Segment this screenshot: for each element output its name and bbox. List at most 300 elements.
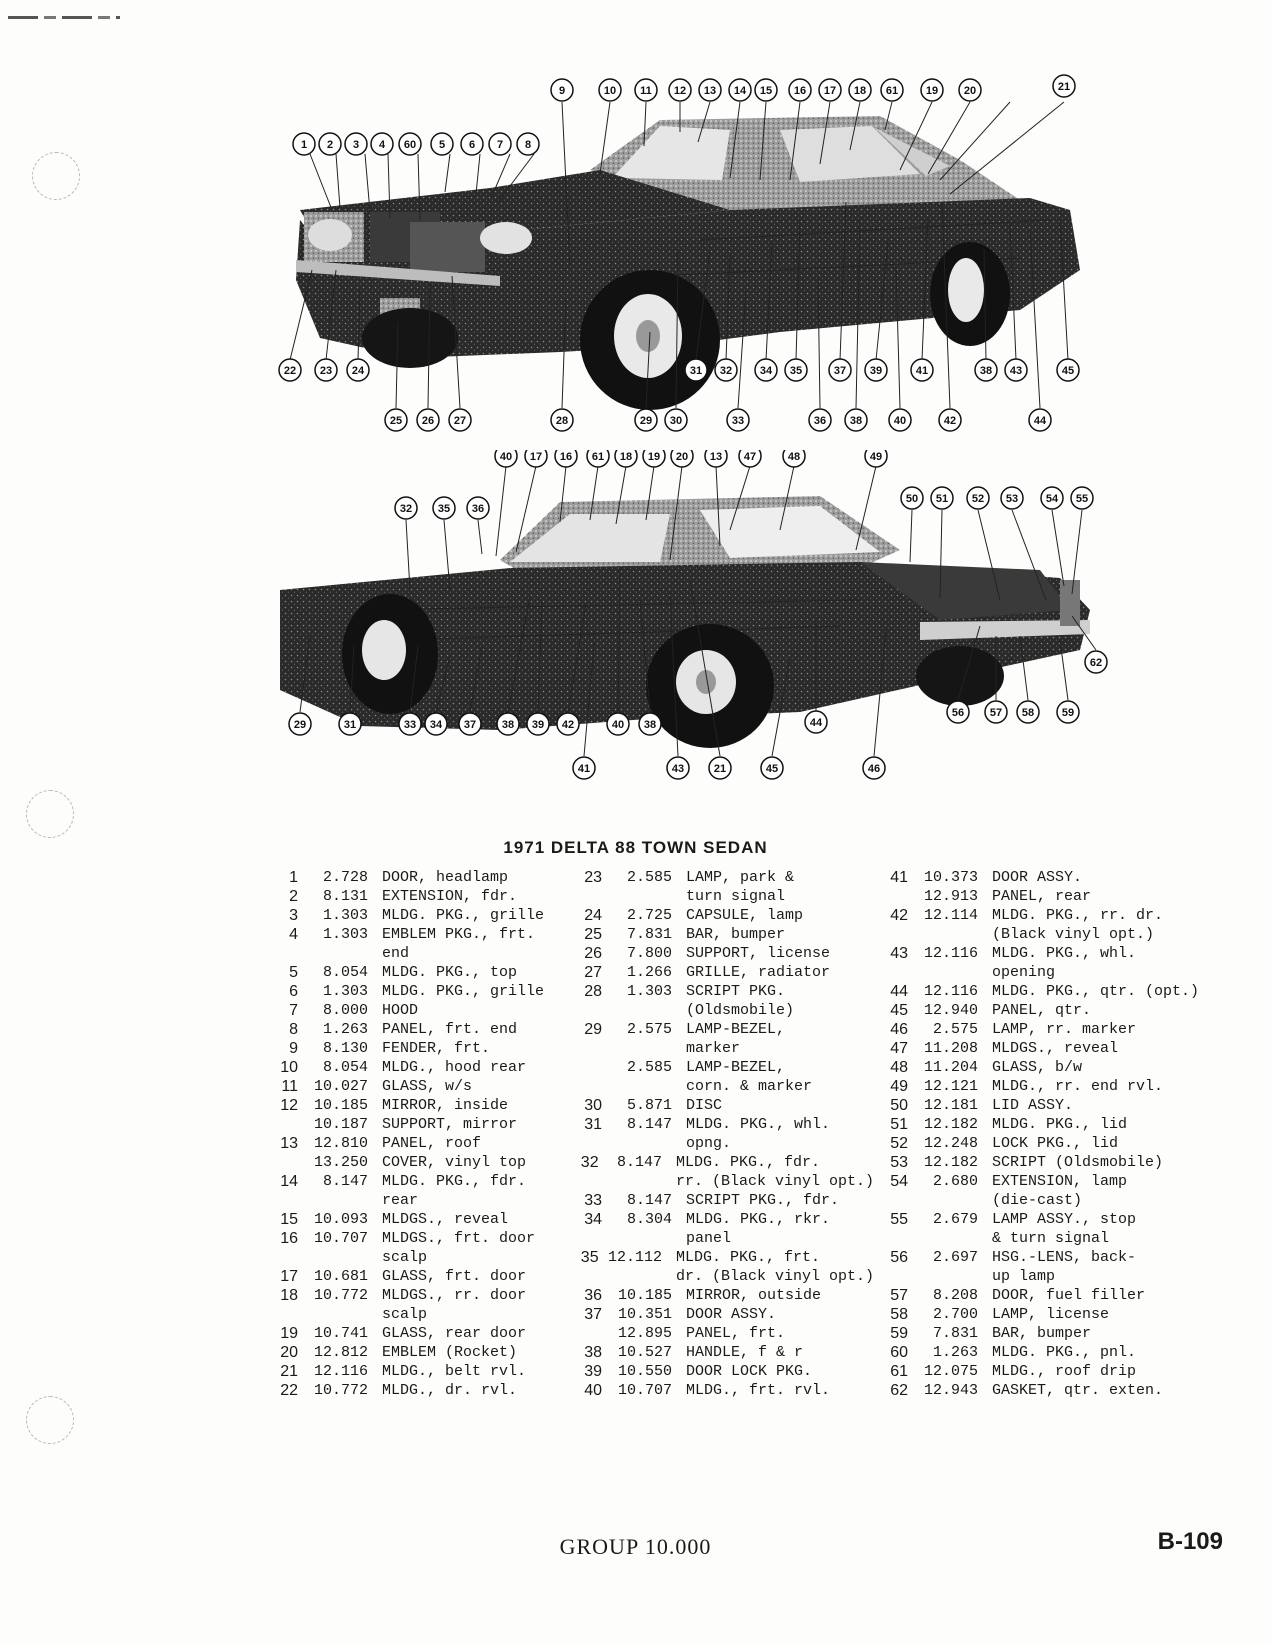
part-number: 25: [584, 926, 602, 943]
diagram-caption: 1971 DELTA 88 TOWN SEDAN: [503, 838, 768, 857]
part-description-line: MLDG. PKG., whl.: [686, 1116, 831, 1133]
part-number: 46: [890, 1021, 908, 1038]
part-code: 12.810: [313, 1135, 368, 1152]
part-code: 10.185: [313, 1097, 368, 1114]
part-description-line: LAMP, park &: [686, 869, 795, 886]
part-code: 8.147: [626, 1116, 672, 1133]
part-description: [686, 906, 874, 925]
part-description-line: CAPSULE, lamp: [686, 907, 804, 924]
part-code: 8.208: [932, 1287, 978, 1304]
part-row: [262, 868, 562, 887]
part-description: [382, 1134, 562, 1153]
part-code: 10.681: [313, 1268, 368, 1285]
part-number: 44: [890, 983, 908, 1000]
callout-badge: [557, 713, 579, 735]
part-description: [686, 1324, 874, 1343]
part-row: [262, 1115, 562, 1134]
part-description: [382, 1286, 562, 1324]
part-number: 20: [280, 1344, 298, 1361]
part-code: 12.121: [923, 1078, 978, 1095]
part-code: 8.130: [322, 1040, 368, 1057]
callout-label: 29: [293, 719, 307, 731]
part-number: 13: [280, 1135, 298, 1152]
callout-badge: [665, 409, 687, 431]
part-description-line: MLDGS., reveal: [992, 1040, 1119, 1057]
callout-badge: [985, 701, 1007, 723]
callout-label: 40: [499, 451, 513, 463]
callout-label: 20: [963, 85, 977, 97]
part-row: [872, 1001, 1217, 1020]
callout-badge: [805, 711, 827, 733]
part-description-line: BAR, bumper: [992, 1325, 1092, 1342]
callout-badge: [417, 409, 439, 431]
callout-badge: [319, 133, 341, 155]
part-code: 7.831: [932, 1325, 978, 1342]
part-description-line: LAMP, rr. marker: [992, 1021, 1137, 1038]
callout-badge: [705, 450, 727, 467]
part-description: [686, 1343, 874, 1362]
part-code: 1.263: [322, 1021, 368, 1038]
callout-label: 35: [789, 365, 803, 377]
callout-label: 53: [1005, 493, 1019, 505]
part-number: 16: [280, 1230, 298, 1247]
callout-label: 38: [501, 719, 515, 731]
part-number: 7: [289, 1002, 298, 1019]
part-code: 10.093: [313, 1211, 368, 1228]
part-code: 2.575: [626, 1021, 672, 1038]
part-code: 11.204: [923, 1059, 978, 1076]
part-code: 12.913: [923, 888, 978, 905]
part-row: [872, 1286, 1217, 1305]
part-description: [686, 982, 874, 1020]
part-row: [262, 925, 562, 963]
part-description-line: MLDG. PKG., whl.: [992, 945, 1137, 962]
part-number: 32: [580, 1154, 599, 1171]
part-description-line: PANEL, frt.: [686, 1325, 786, 1342]
callout-label: 42: [943, 415, 957, 427]
callout-label: 21: [1057, 81, 1071, 93]
part-row: [566, 1210, 874, 1248]
part-number: 57: [890, 1287, 908, 1304]
part-description: [686, 1362, 874, 1381]
callout-label: 55: [1075, 493, 1089, 505]
callout-label: 10: [603, 85, 617, 97]
part-number: 53: [890, 1154, 908, 1171]
part-row: [262, 1020, 562, 1039]
part-description: [686, 1115, 874, 1153]
callout-label: 46: [867, 763, 881, 775]
part-code: 12.112: [607, 1249, 662, 1266]
callout-badge: [467, 497, 489, 519]
part-description-line: opng.: [686, 1135, 732, 1152]
part-description: [992, 1324, 1217, 1343]
part-description-line: LAMP-BEZEL,: [686, 1021, 786, 1038]
part-description: [992, 887, 1217, 906]
part-row: [566, 982, 874, 1020]
callout-label: 19: [925, 85, 939, 97]
callout-badge: [489, 133, 511, 155]
part-description-line: EMBLEM (Rocket): [382, 1344, 518, 1361]
part-row: [566, 944, 874, 963]
callout-badge: [715, 359, 737, 381]
callout-badge: [339, 713, 361, 735]
part-description-line: MLDG. PKG., lid: [992, 1116, 1128, 1133]
callout-badge: [551, 409, 573, 431]
callout-badge: [551, 79, 573, 101]
callout-badge: [395, 497, 417, 519]
part-description-line: MLDG., roof drip: [992, 1363, 1137, 1380]
part-description-line: (Oldsmobile): [686, 1002, 795, 1019]
callout-badge: [461, 133, 483, 155]
part-description: [992, 1039, 1217, 1058]
callout-badge: [709, 757, 731, 779]
part-description-line: MLDGS., reveal: [382, 1211, 509, 1228]
part-code: 2.728: [322, 869, 368, 886]
part-description-line: EXTENSION, fdr.: [382, 888, 518, 905]
callout-badge: [293, 133, 315, 155]
part-number: 43: [890, 945, 908, 962]
part-code: 1.303: [626, 983, 672, 1000]
part-description-line: MLDG., belt rvl.: [382, 1363, 527, 1380]
punch-hole-middle: [26, 790, 74, 838]
part-row: [262, 963, 562, 982]
part-code: 10.351: [617, 1306, 672, 1323]
callout-badge: [517, 133, 539, 155]
part-row: [262, 1172, 562, 1210]
part-number: 23: [584, 869, 602, 886]
part-number: 35: [580, 1249, 599, 1266]
part-code: 2.700: [932, 1306, 978, 1323]
part-number: 50: [890, 1097, 908, 1114]
callout-badge: [671, 450, 693, 467]
callout-label: 52: [971, 493, 985, 505]
part-description-line: MLDG. PKG., fdr.: [382, 1173, 527, 1190]
part-number: 2: [289, 888, 298, 905]
part-row: [872, 1172, 1217, 1210]
callout-label: 26: [421, 415, 435, 427]
part-number: 54: [890, 1173, 908, 1190]
callout-badge: [1001, 487, 1023, 509]
part-number: 27: [584, 964, 602, 981]
callout-badge: [947, 701, 969, 723]
callout-label: 61: [591, 451, 605, 463]
callout-label: 40: [893, 415, 907, 427]
callout-label: 31: [343, 719, 357, 731]
part-number: 37: [584, 1306, 602, 1323]
part-description-line: PANEL, frt. end: [382, 1021, 518, 1038]
callout-label: 3: [352, 139, 360, 151]
part-description-line: COVER, vinyl top: [382, 1154, 527, 1171]
callout-badge: [431, 133, 453, 155]
rear-view-diagram: [260, 450, 1160, 820]
callout-badge: [459, 713, 481, 735]
part-description: [686, 1210, 874, 1248]
callout-badge: [1041, 487, 1063, 509]
part-row: [566, 963, 874, 982]
part-row: [566, 1248, 874, 1286]
part-description-line: EMBLEM PKG., frt.: [382, 926, 536, 943]
part-code: 10.187: [313, 1116, 368, 1133]
part-code: 10.707: [617, 1382, 672, 1399]
callout-label: 37: [833, 365, 847, 377]
part-description: [382, 1324, 562, 1343]
part-row: [566, 1381, 874, 1400]
part-row: [566, 1343, 874, 1362]
callout-label: 36: [471, 503, 485, 515]
callout-badge: [819, 79, 841, 101]
part-description-line: GLASS, frt. door: [382, 1268, 527, 1285]
callout-badge: [755, 79, 777, 101]
part-description-line: LOCK PKG., lid: [992, 1135, 1119, 1152]
part-code: 10.707: [313, 1230, 368, 1247]
part-row: [872, 1362, 1217, 1381]
part-description: [382, 1267, 562, 1286]
part-description-line: DOOR ASSY.: [992, 869, 1083, 886]
callout-label: 29: [639, 415, 653, 427]
part-description-line: GLASS, w/s: [382, 1078, 473, 1095]
part-code: 12.895: [617, 1325, 672, 1342]
part-description-line: MLDG. PKG., grille: [382, 983, 545, 1000]
part-row: [262, 1039, 562, 1058]
callout-label: 32: [719, 365, 733, 377]
callout-badge: [385, 409, 407, 431]
part-description: [382, 982, 562, 1001]
callout-badge: [1085, 651, 1107, 673]
part-row: [262, 1134, 562, 1153]
part-description: [382, 1229, 562, 1267]
callout-label: 7: [496, 139, 504, 151]
callout-label: 21: [713, 763, 727, 775]
part-description-line: corn. & marker: [686, 1078, 813, 1095]
part-description: [382, 1343, 562, 1362]
callout-label: 27: [453, 415, 467, 427]
part-number: 33: [584, 1192, 602, 1209]
callout-badge: [573, 757, 595, 779]
part-description: [686, 1058, 874, 1096]
part-description: [686, 944, 874, 963]
part-number: 14: [280, 1173, 298, 1190]
part-row: [566, 1324, 874, 1343]
part-description-line: LAMP-BEZEL,: [686, 1059, 786, 1076]
part-number: 49: [890, 1078, 908, 1095]
part-description-line: MLDG. PKG., pnl.: [992, 1344, 1137, 1361]
part-code: 5.871: [626, 1097, 672, 1114]
callout-label: 35: [437, 503, 451, 515]
part-description: [382, 1153, 562, 1172]
callout-badge: [889, 409, 911, 431]
part-code: 12.940: [923, 1002, 978, 1019]
part-code: 1.263: [932, 1344, 978, 1361]
callout-badge: [615, 450, 637, 467]
part-code: 12.182: [923, 1154, 978, 1171]
part-code: 1.266: [626, 964, 672, 981]
part-row: [262, 887, 562, 906]
callout-label: 24: [351, 365, 365, 377]
part-description-line: SUPPORT, mirror: [382, 1116, 518, 1133]
part-description: [992, 1077, 1217, 1096]
part-description: [382, 925, 562, 963]
part-description: [676, 1153, 874, 1191]
part-code: 12.116: [923, 983, 978, 1000]
part-code: 8.147: [322, 1173, 368, 1190]
part-row: [262, 1001, 562, 1020]
part-row: [566, 925, 874, 944]
callout-label: 39: [869, 365, 883, 377]
callout-label: 16: [559, 451, 573, 463]
callout-label: 33: [403, 719, 417, 731]
part-row: [872, 982, 1217, 1001]
part-code: 1.303: [322, 907, 368, 924]
part-number: 4: [289, 926, 298, 943]
part-row: [566, 1191, 874, 1210]
callout-badge: [635, 409, 657, 431]
part-code: 7.831: [626, 926, 672, 943]
part-row: [262, 1267, 562, 1286]
part-number: 31: [584, 1116, 602, 1133]
callout-badge: [607, 713, 629, 735]
parts-column-1: [262, 868, 562, 1400]
part-code: 12.943: [923, 1382, 978, 1399]
part-description-line: LAMP ASSY., stop: [992, 1211, 1137, 1228]
part-number: 56: [890, 1249, 908, 1266]
callout-badge: [729, 79, 751, 101]
part-row: [872, 1039, 1217, 1058]
part-description-line: PANEL, qtr.: [992, 1002, 1092, 1019]
part-description-line: HOOD: [382, 1002, 419, 1019]
part-row: [872, 1343, 1217, 1362]
callout-badge: [497, 713, 519, 735]
callout-badge: [939, 409, 961, 431]
callout-label: 12: [673, 85, 687, 97]
callout-label: 44: [1033, 415, 1047, 427]
part-row: [262, 1096, 562, 1115]
part-code: 10.772: [313, 1287, 368, 1304]
callout-label: 58: [1021, 707, 1035, 719]
part-number: 18: [280, 1287, 298, 1304]
callout-label: 45: [1061, 365, 1075, 377]
part-description-line: panel: [686, 1230, 732, 1247]
part-number: 26: [584, 945, 602, 962]
part-number: 60: [890, 1344, 908, 1361]
part-code: 13.250: [313, 1154, 368, 1171]
part-code: 1.303: [322, 926, 368, 943]
part-description-line: MIRROR, inside: [382, 1097, 509, 1114]
callout-label: 16: [793, 85, 807, 97]
callout-badge: [527, 713, 549, 735]
callout-label: 13: [709, 451, 723, 463]
part-description: [686, 963, 874, 982]
part-description-line: rr. (Black vinyl opt.): [675, 1173, 874, 1190]
part-number: 6: [289, 983, 298, 1000]
part-number: 40: [584, 1382, 602, 1399]
part-number: [872, 887, 908, 906]
callout-label: 34: [429, 719, 443, 731]
part-code: 12.116: [313, 1363, 368, 1380]
part-code: 10.185: [617, 1287, 672, 1304]
part-description: [382, 1096, 562, 1115]
part-code: 12.182: [923, 1116, 978, 1133]
callout-label: 40: [611, 719, 625, 731]
callout-badge: [829, 359, 851, 381]
callout-badge: [289, 713, 311, 735]
callout-badge: [669, 79, 691, 101]
part-number: 61: [890, 1363, 908, 1380]
part-number: 1: [289, 869, 298, 886]
callout-badge: [1057, 359, 1079, 381]
front-view-diagram: [260, 70, 1120, 440]
part-number: [566, 1324, 602, 1343]
callout-badge: [345, 133, 367, 155]
part-number: 34: [584, 1211, 602, 1228]
callout-badge: [783, 450, 805, 467]
callout-badge: [931, 487, 953, 509]
part-number: 12: [280, 1097, 298, 1114]
part-description-line: scalp: [382, 1249, 428, 1266]
part-description-line: LAMP, license: [992, 1306, 1110, 1323]
part-code: 10.772: [313, 1382, 368, 1399]
part-number: 19: [280, 1325, 298, 1342]
callout-label: 47: [743, 451, 757, 463]
callout-badge: [1071, 487, 1093, 509]
part-row: [566, 906, 874, 925]
callout-badge: [849, 79, 871, 101]
part-description: [992, 906, 1217, 944]
part-description-line: PANEL, rear: [992, 888, 1092, 905]
part-description: [686, 868, 874, 906]
punch-hole-top: [32, 152, 80, 200]
callout-badge: [755, 359, 777, 381]
part-row: [262, 1343, 562, 1362]
punch-hole-bottom: [26, 1396, 74, 1444]
part-code: 12.114: [923, 907, 978, 924]
part-row: [262, 1362, 562, 1381]
callout-badge: [761, 757, 783, 779]
part-description-line: DISC: [686, 1097, 723, 1114]
part-code: 8.054: [322, 1059, 368, 1076]
part-description: [992, 1362, 1217, 1381]
callout-label: 31: [689, 365, 703, 377]
part-code: 12.116: [923, 945, 978, 962]
part-description: [686, 1305, 874, 1324]
callout-label: 14: [733, 85, 747, 97]
part-description: [382, 1362, 562, 1381]
part-row: [872, 1305, 1217, 1324]
part-row: [872, 887, 1217, 906]
callout-badge: [279, 359, 301, 381]
part-number: 45: [890, 1002, 908, 1019]
part-code: 2.585: [626, 869, 672, 886]
part-code: 8.054: [322, 964, 368, 981]
part-row: [872, 906, 1217, 944]
callout-badge: [863, 757, 885, 779]
callout-badge: [685, 359, 707, 381]
callout-label: 49: [869, 451, 883, 463]
callout-badge: [865, 359, 887, 381]
part-number: [262, 1115, 298, 1134]
part-description-line: DOOR ASSY.: [686, 1306, 777, 1323]
part-description-line: MLDG., rr. end rvl.: [992, 1078, 1164, 1095]
part-description-line: MLDGS., frt. door: [382, 1230, 536, 1247]
part-description-line: DOOR LOCK PKG.: [686, 1363, 813, 1380]
part-number: 28: [584, 983, 602, 1000]
callout-badge: [959, 79, 981, 101]
callout-badge: [845, 409, 867, 431]
part-number: 36: [584, 1287, 602, 1304]
part-number: 59: [890, 1325, 908, 1342]
part-row: [872, 944, 1217, 982]
part-row: [566, 1115, 874, 1153]
callout-badge: [433, 497, 455, 519]
